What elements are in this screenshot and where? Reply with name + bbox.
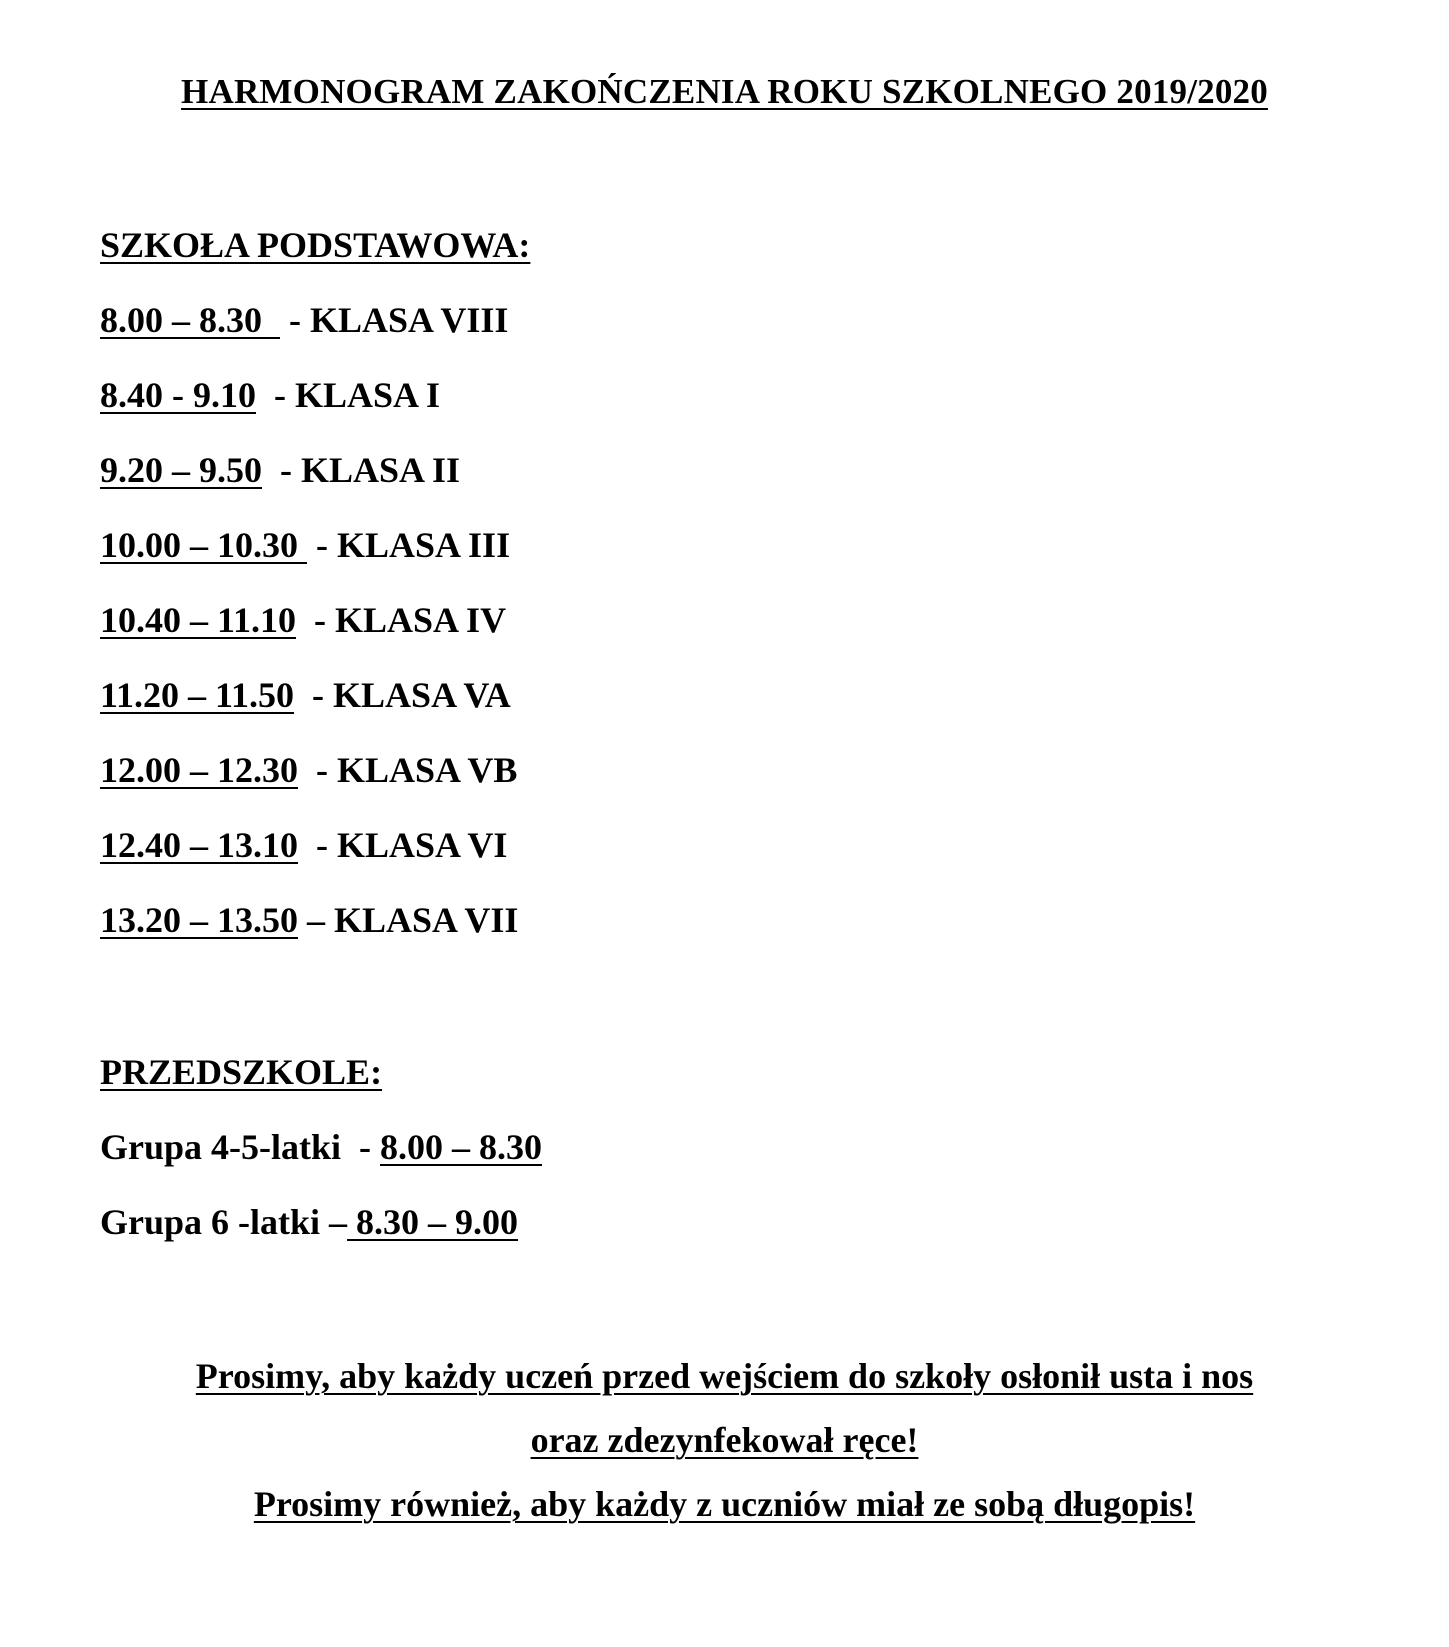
schedule-row (100, 373, 440, 417)
schedule-separator: - (307, 525, 337, 565)
primary-school-heading: SZKOŁA PODSTAWOWA: (100, 225, 531, 265)
notice-line: oraz zdezynfekował ręce! (530, 1420, 919, 1460)
document-title: HARMONOGRAM ZAKOŃCZENIA ROKU SZKOLNEGO 2019/2020 (181, 72, 1268, 111)
schedule-separator: - (262, 450, 301, 490)
preschool-time: 8.00 – 8.30 (380, 1127, 543, 1167)
schedule-row (100, 298, 508, 342)
schedule-class: KLASA IV (335, 600, 507, 640)
schedule-time: 12.00 – 12.30 (100, 750, 298, 790)
preschool-time: 8.30 – 9.00 (347, 1202, 519, 1242)
schedule-row (100, 523, 510, 567)
preschool-row (100, 1200, 518, 1244)
schedule-separator: - (298, 750, 337, 790)
schedule-time: 10.00 – 10.30 (100, 525, 307, 565)
schedule-class: KLASA I (295, 375, 441, 415)
schedule-row (100, 673, 511, 717)
schedule-separator: - (294, 675, 334, 715)
schedule-time: 13.20 – 13.50 (100, 900, 298, 940)
schedule-class: KLASA III (337, 525, 511, 565)
preschool-row (100, 1125, 542, 1169)
schedule-time: 9.20 – 9.50 (100, 450, 262, 490)
schedule-row (100, 598, 506, 642)
schedule-separator: - (256, 375, 295, 415)
schedule-time: 12.40 – 13.10 (100, 825, 298, 865)
preschool-group: Grupa 4-5-latki - (100, 1127, 381, 1167)
preschool-heading: PRZEDSZKOLE: (100, 1052, 383, 1092)
schedule-separator: - (280, 300, 310, 340)
schedule-time: 10.40 – 11.10 (100, 600, 297, 640)
schedule-class: KLASA VIII (310, 300, 509, 340)
preschool-group: Grupa 6 -latki – (100, 1202, 348, 1242)
schedule-row (100, 448, 460, 492)
schedule-time: 8.40 - 9.10 (100, 375, 256, 415)
schedule-class: KLASA VI (337, 825, 508, 865)
schedule-time: 8.00 – 8.30 (100, 300, 280, 340)
schedule-time: 11.20 – 11.50 (100, 675, 295, 715)
notice-line: Prosimy, aby każdy uczeń przed wejściem do szkoły osłonił usta i nos (195, 1356, 1254, 1396)
schedule-separator: – (298, 900, 334, 940)
schedule-class: KLASA II (301, 450, 461, 490)
schedule-row (100, 898, 518, 942)
notice-line: Prosimy również, aby każdy z uczniów miał ze sobą długopis! (253, 1484, 1196, 1524)
schedule-separator: - (298, 825, 337, 865)
schedule-separator: - (296, 600, 336, 640)
schedule-row (100, 823, 507, 867)
schedule-class: KLASA VII (334, 900, 519, 940)
schedule-class: KLASA VA (333, 675, 511, 715)
schedule-class: KLASA VB (337, 750, 518, 790)
schedule-row (100, 748, 517, 792)
